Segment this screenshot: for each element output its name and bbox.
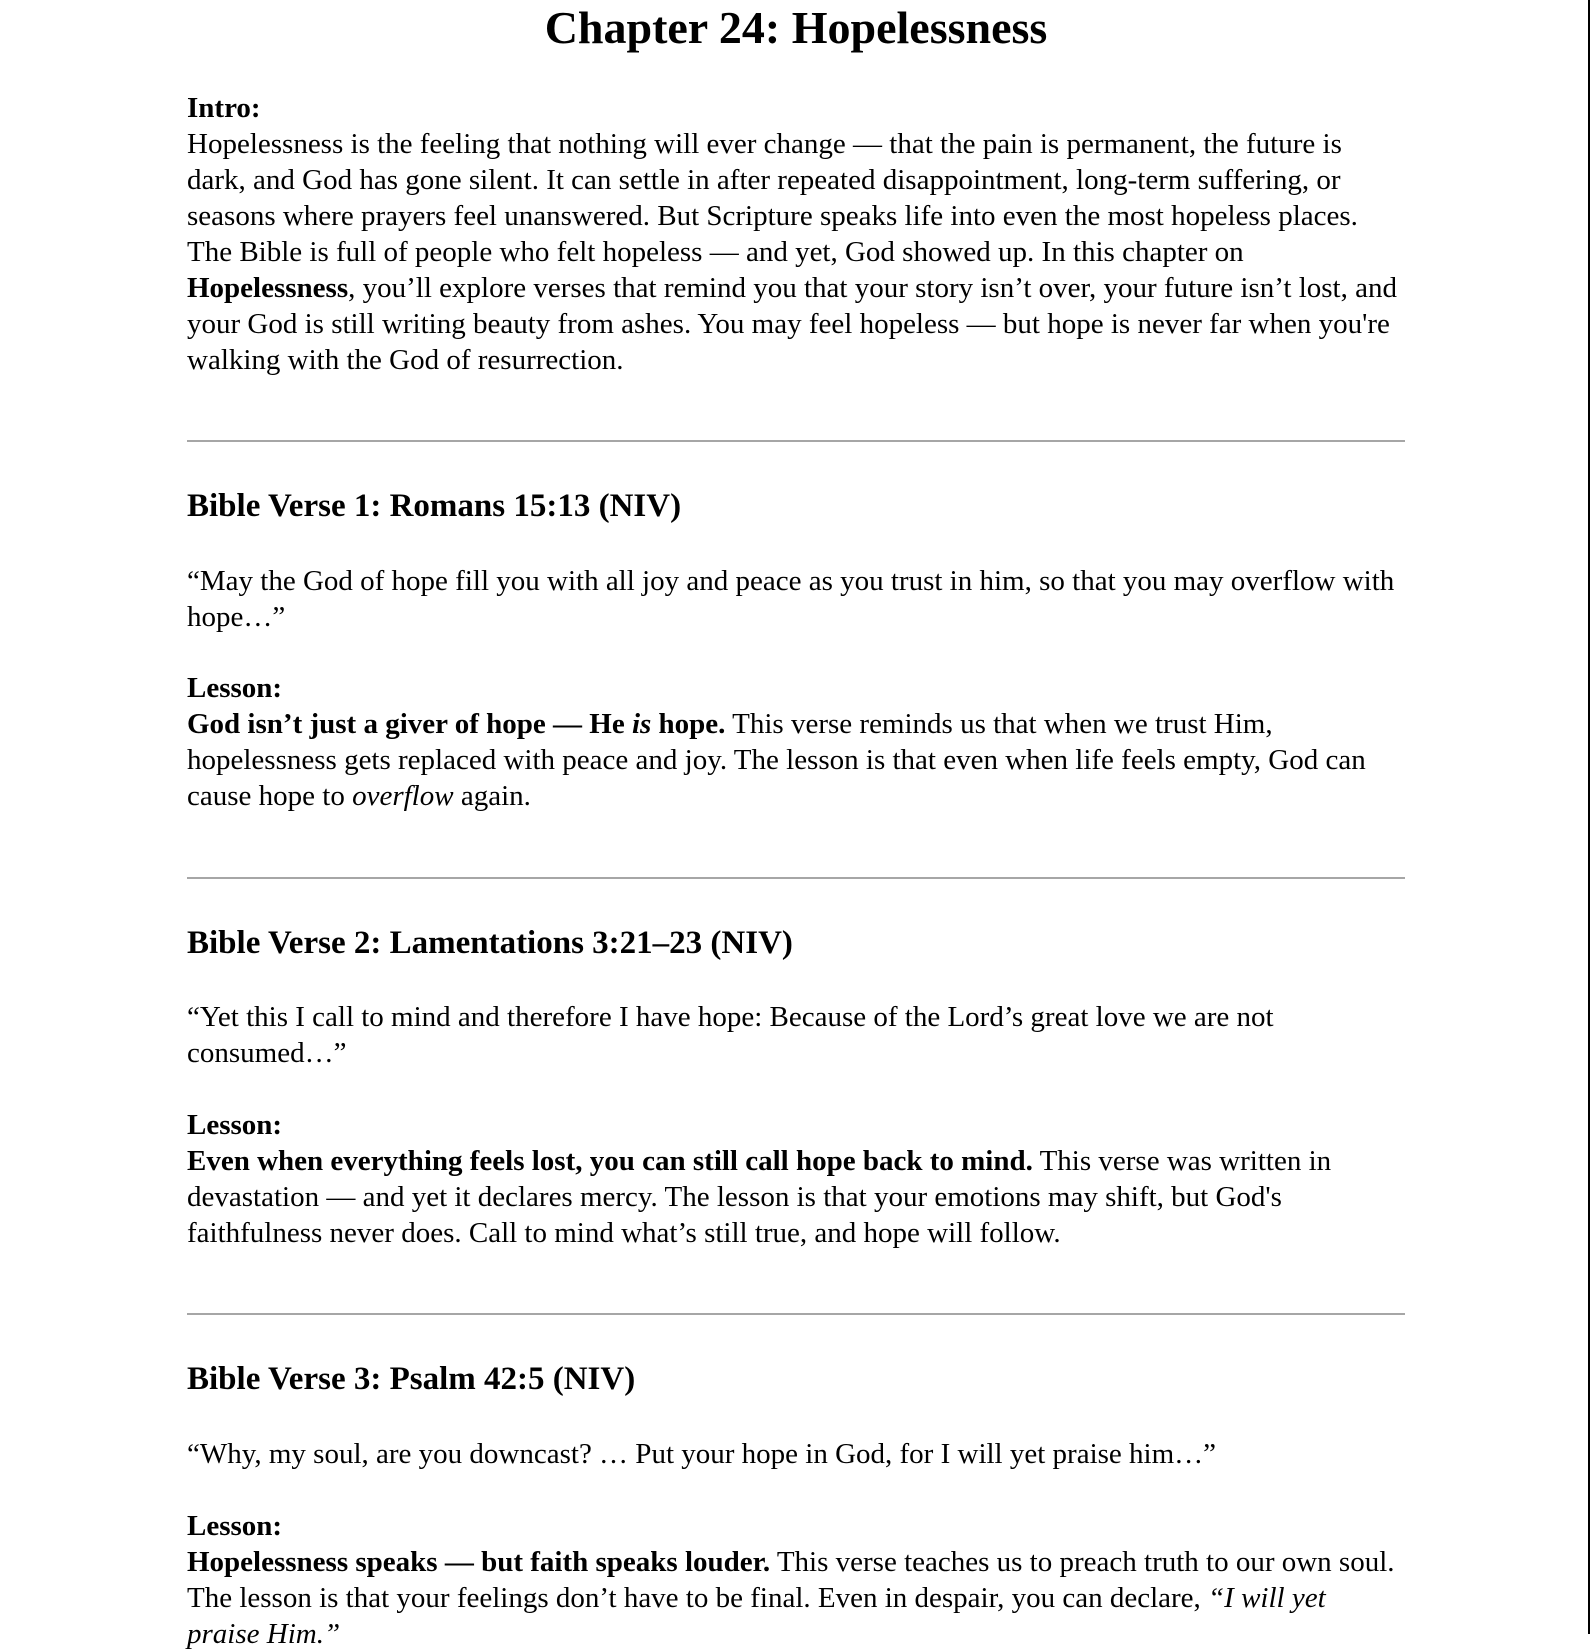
verse-3-lesson <box>187 1508 1405 1652</box>
section-divider <box>187 877 1405 879</box>
verse-2-lesson-label: Lesson: <box>187 1109 283 1141</box>
verse-3-title: Bible Verse 3: Psalm 42:5 (NIV) <box>187 1361 636 1397</box>
verse-2-lesson <box>187 1107 1405 1251</box>
verse-1-lesson-text: God isn’t just a giver of hope — He is hope. This verse reminds us that when we trust Him, hopelessness gets replaced with peace and joy. The lesson is that even when life feels empty, God can cause hope to overflow again. <box>187 708 1366 812</box>
verse-3-lesson-label: Lesson: <box>187 1510 283 1542</box>
intro-bold-term: Hopelessness <box>187 272 349 304</box>
section-divider <box>187 1313 1405 1315</box>
verse-1-lesson <box>187 670 1405 814</box>
chapter-title: Chapter 24: Hopelessness <box>544 2 1048 53</box>
intro-label: Intro: <box>187 92 261 124</box>
verse-2-quote: “Yet this I call to mind and therefore I have hope: Because of the Lord’s great love we are not consumed…” <box>187 1001 1274 1069</box>
verse-2-lesson-text: Even when everything feels lost, you can still call hope back to mind. This verse was written in devastation — and yet it declares mercy. The lesson is that your emotions may shift, but God's faithfulness never does. Call to mind what’s still true, and hope will follow. <box>187 1145 1332 1249</box>
section-divider <box>187 440 1405 442</box>
verse-3-lesson-text: Hopelessness speaks — but faith speaks louder. This verse teaches us to preach truth to our own soul. The lesson is that your feelings don’t have to be final. Even in despair, you can declare, “I will yet praise Him.” <box>187 1546 1395 1650</box>
intro-section <box>187 90 1405 378</box>
verse-1-quote: “May the God of hope fill you with all joy and peace as you trust in him, so that you may overflow with hope…” <box>187 565 1395 633</box>
verse-1-lesson-label: Lesson: <box>187 672 283 704</box>
verse-2-title: Bible Verse 2: Lamentations 3:21–23 (NIV) <box>187 925 793 961</box>
verse-3-quote: “Why, my soul, are you downcast? … Put your hope in God, for I will yet praise him…” <box>187 1438 1217 1470</box>
intro-paragraph: Hopelessness is the feeling that nothing will ever change — that the pain is permanent, the future is dark, and God has gone silent. It can settle in after repeated disappointment, long-term suffering, or seasons where prayers feel unanswered. But Scripture speaks life into even the most hopeless places. The Bible is full of people who felt hopeless — and yet, God showed up. In this chapter on Hopelessness, you’ll explore verses that remind you that your story isn’t over, your future isn’t lost, and your God is still writing beauty from ashes. You may feel hopeless — but hope is never far when you're walking with the God of resurrection. <box>187 128 1397 376</box>
verse-1-title: Bible Verse 1: Romans 15:13 (NIV) <box>187 488 682 524</box>
